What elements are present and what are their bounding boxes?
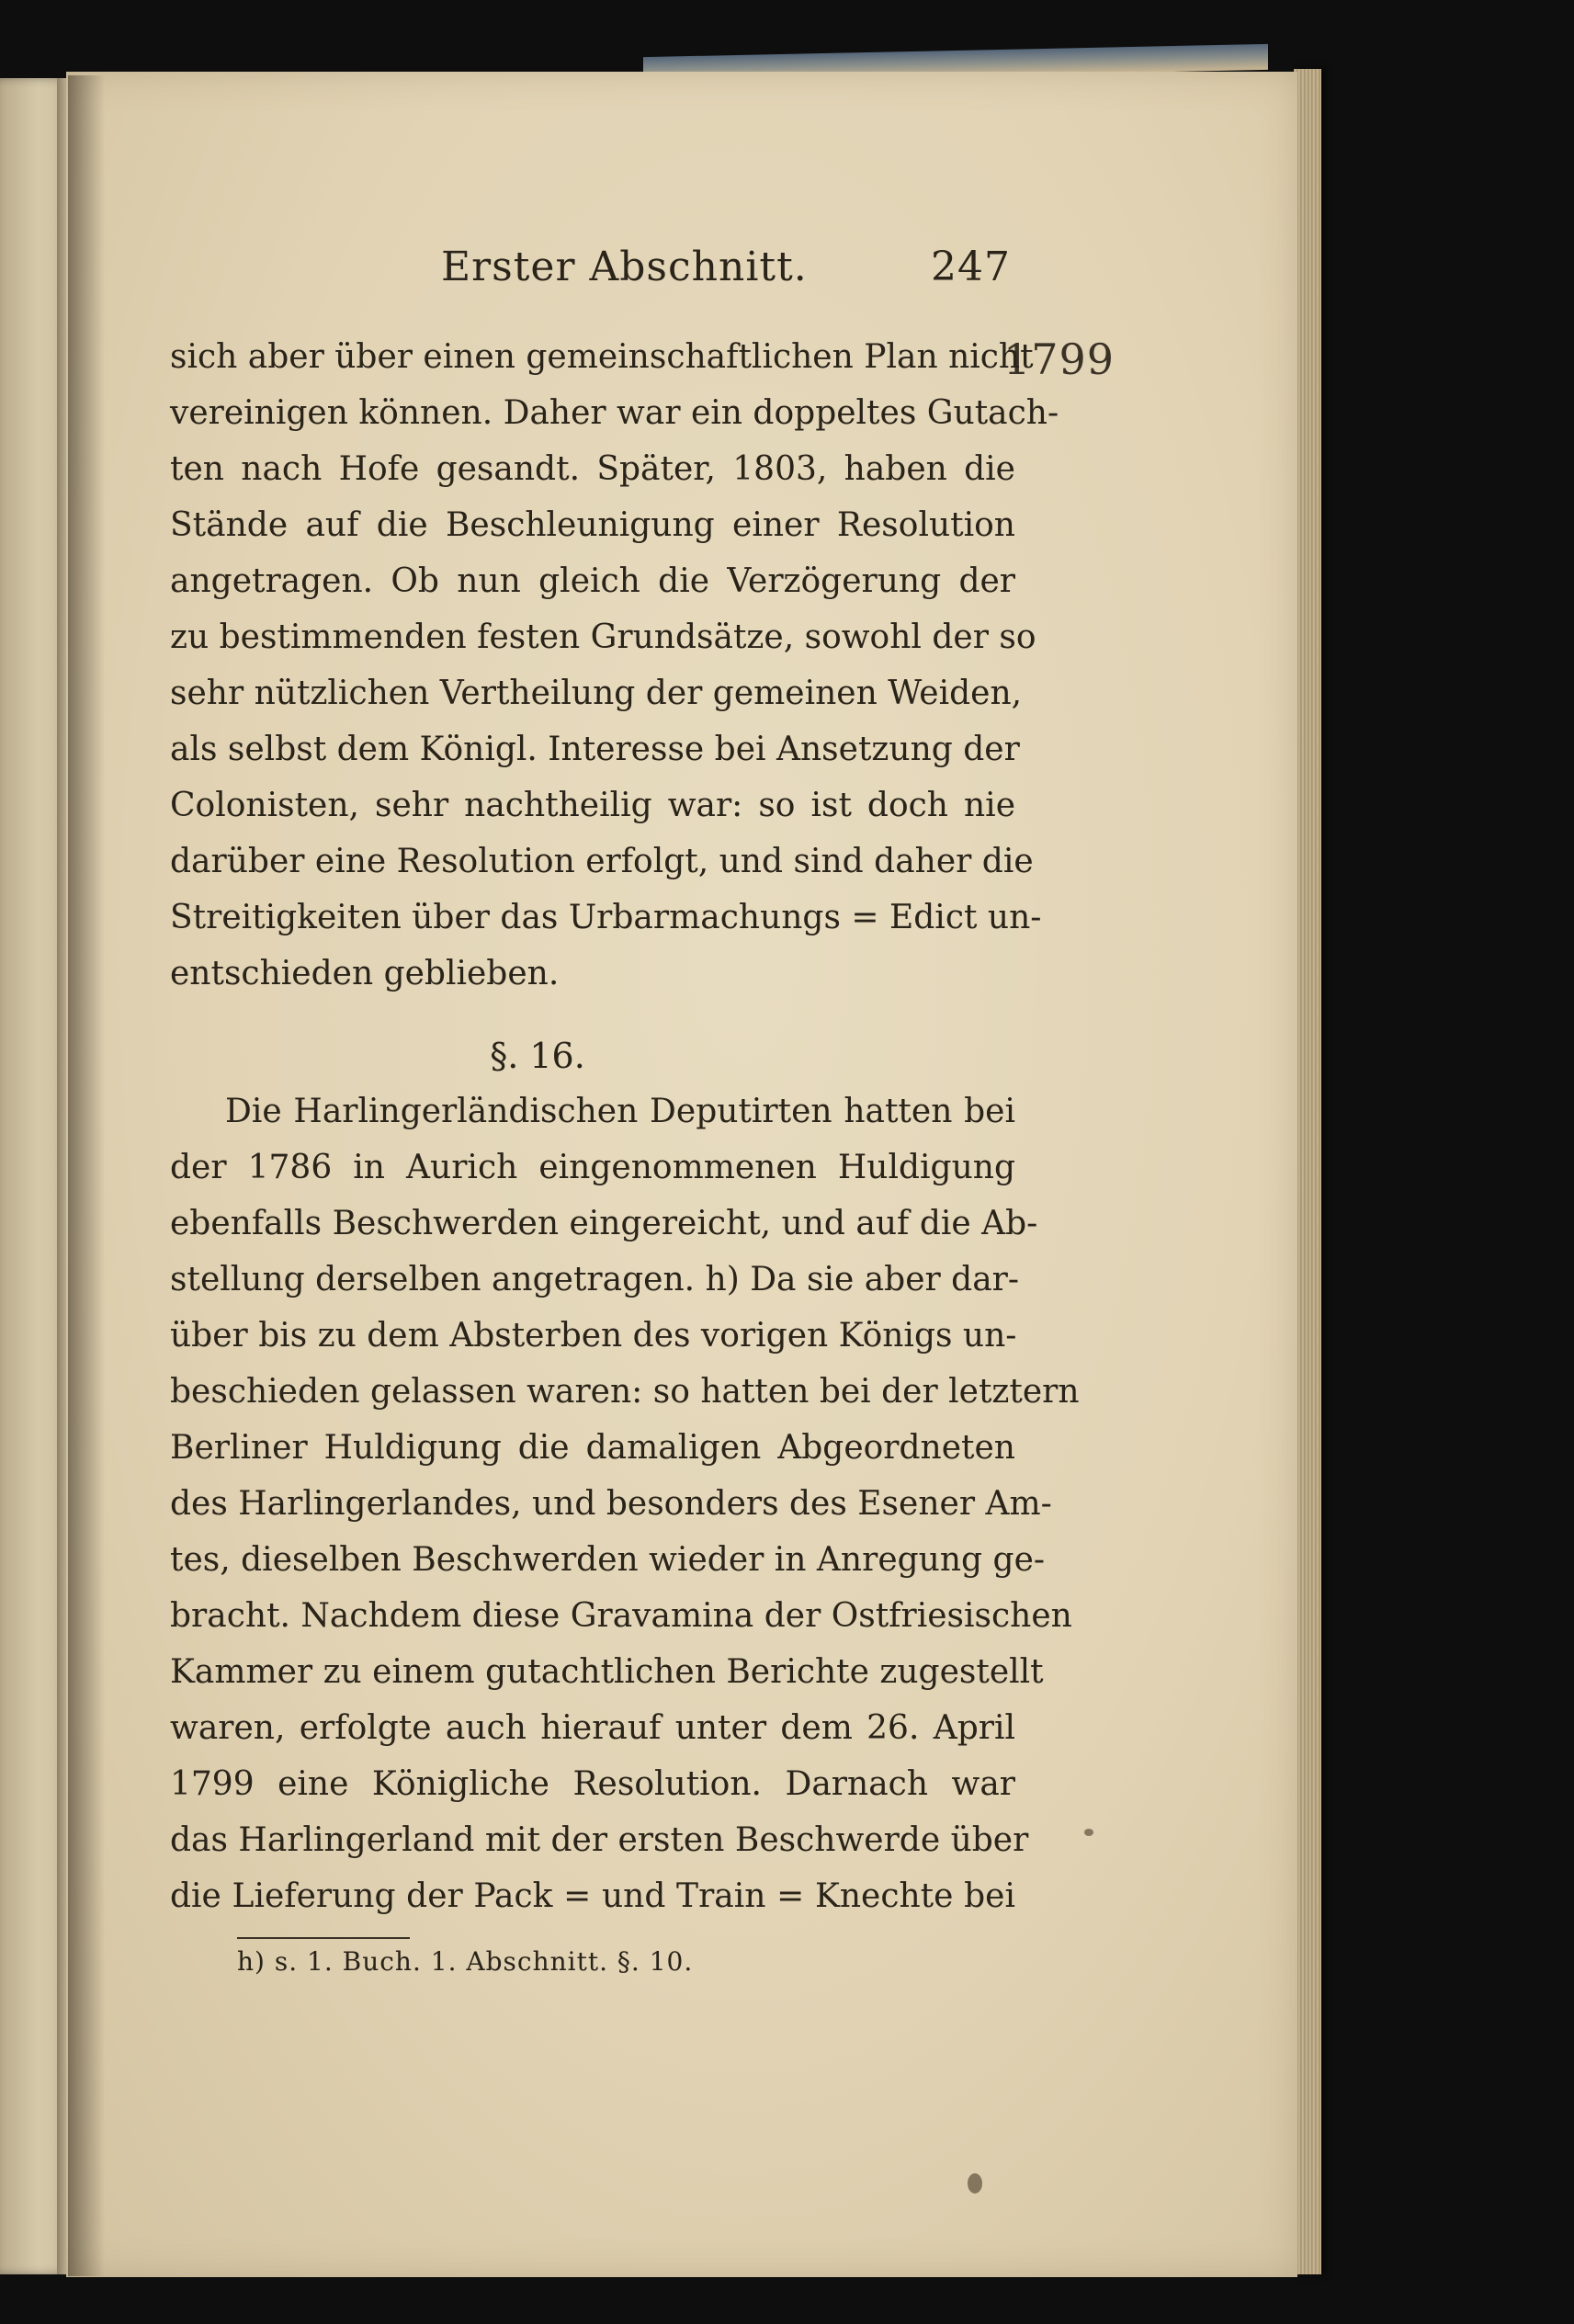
text-line: Stände auf die Beschleunigung einer Resolution xyxy=(170,506,1015,544)
text-line: waren, erfolgte auch hierauf unter dem 26. April xyxy=(170,1709,1015,1747)
text-line: tes, dieselben Beschwerden wieder in Anregung ge- xyxy=(170,1541,1046,1579)
page-number: 247 xyxy=(931,244,1011,290)
text-line: beschieden gelassen waren: so hatten bei der letztern xyxy=(170,1373,1080,1411)
text-line: als selbst dem Königl. Interesse bei Ansetzung der xyxy=(170,731,1020,768)
footnote-rule xyxy=(237,1937,410,1939)
ink-smudge xyxy=(968,2173,982,2194)
text-line: bracht. Nachdem diese Gravamina der Ostfriesischen xyxy=(170,1597,1072,1635)
text-line: stellung derselben angetragen. h) Da sie aber dar- xyxy=(170,1261,1020,1298)
text-line: Die Harlingerländischen Deputirten hatten bei xyxy=(225,1093,1015,1130)
text-line: des Harlingerlandes, und besonders des Esener Am- xyxy=(170,1485,1052,1523)
text-line: Colonisten, sehr nachtheilig war: so ist doch nie xyxy=(170,787,1015,824)
section-heading: §. 16. xyxy=(490,1036,585,1076)
text-line: entschieden geblieben. xyxy=(170,955,560,992)
text-line: der 1786 in Aurich eingenommenen Huldigung xyxy=(170,1149,1015,1186)
text-line: über bis zu dem Absterben des vorigen Königs un- xyxy=(170,1317,1017,1355)
text-line: ebenfalls Beschwerden eingereicht, und auf die Ab- xyxy=(170,1205,1038,1242)
text-line: Kammer zu einem gutachtlichen Berichte zugestellt xyxy=(170,1653,1044,1691)
text-line: Berliner Huldigung die damaligen Abgeordneten xyxy=(170,1429,1015,1467)
text-line: die Lieferung der Pack = und Train = Knechte bei xyxy=(170,1877,1015,1915)
margin-year-note: 1799 xyxy=(1003,334,1115,384)
page-body xyxy=(170,329,1080,1924)
text-line: angetragen. Ob nun gleich die Verzögerung der xyxy=(170,562,1015,600)
text-line: zu bestimmenden festen Grundsätze, sowohl der so xyxy=(170,618,1036,656)
page-header xyxy=(165,244,1011,299)
running-title: Erster Abschnitt. xyxy=(441,244,808,290)
text-line: darüber eine Resolution erfolgt, und sind daher die xyxy=(170,843,1034,880)
text-line: sich aber über einen gemeinschaftlichen Plan nicht xyxy=(170,338,1034,376)
text-line: 1799 eine Königliche Resolution. Darnach war xyxy=(170,1765,1015,1803)
text-line: vereinigen können. Daher war ein doppeltes Gutach- xyxy=(170,394,1059,432)
text-line: ten nach Hofe gesandt. Später, 1803, haben die xyxy=(170,450,1015,488)
ink-smudge xyxy=(1084,1829,1093,1836)
text-line: das Harlingerland mit der ersten Beschwerde über xyxy=(170,1821,1029,1859)
footnote: h) s. 1. Buch. 1. Abschnitt. §. 10. xyxy=(237,1946,694,1977)
text-line: Streitigkeiten über das Urbarmachungs = Edict un- xyxy=(170,899,1042,936)
text-line: sehr nützlichen Vertheilung der gemeinen Weiden, xyxy=(170,675,1023,712)
